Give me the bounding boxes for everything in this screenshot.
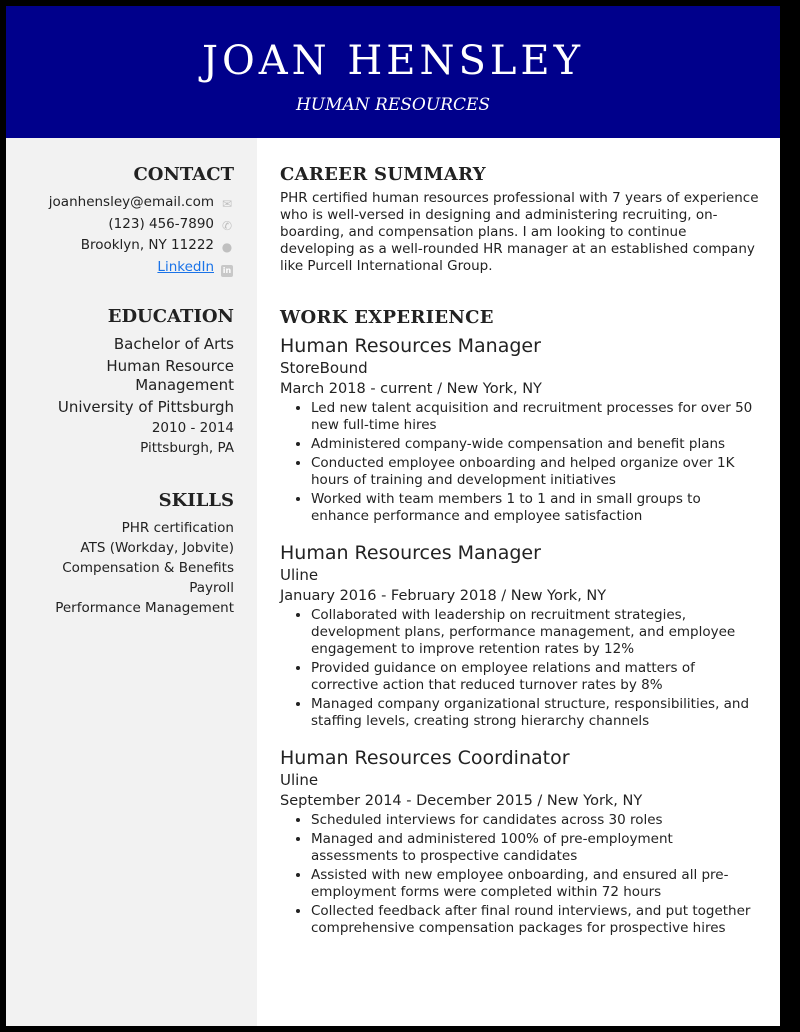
job-bullet: • Scheduled interviews for candidates across 30 roles [311,812,760,829]
education-major-1: Human Resource [106,357,234,375]
skill-item: Compensation & Benefits [62,560,234,576]
job-title: Human Resources Manager [280,542,541,564]
job-bullet: • Assisted with new employee onboarding, and ensured all pre-employment forms were completed within 72 hours [311,867,760,901]
education-major-2: Management [135,376,234,394]
phone-icon: ✆ [221,218,233,233]
job-entry [280,746,760,937]
job-bullet: • Collaborated with leadership on recruitment strategies, development plans, performance management, and employee engagement to improve retention rates by 12% [311,607,760,658]
job-dates: September 2014 - December 2015 / New York, NY [280,793,643,809]
job-bullet: • Worked with team members 1 to 1 and in small groups to enhance performance and employee satisfaction [311,491,760,525]
main-content [280,138,760,939]
map-pin-icon: ● [221,240,233,254]
contact-phone [6,214,234,236]
job-title: Human Resources Manager [280,335,541,357]
education-location: Pittsburgh, PA [140,440,234,456]
summary-text: PHR certified human resources professional with 7 years of experience who is well-versed in designing and administering recruiting, on-boarding, and compensation plans. I am looking to continue developing as a well-rounded HR manager at an established company like Purcell International Group. [280,190,759,274]
skill-item: PHR certification [121,520,234,536]
job-entry [280,541,760,730]
contact-linkedin [6,257,234,279]
job-bullets [280,607,760,730]
job-bullet: • Managed and administered 100% of pre-employment assessments to prospective candidates [311,831,760,865]
contact-heading: CONTACT [133,164,234,185]
job-entry [280,334,760,525]
job-company: Uline [280,566,319,584]
job-bullets [280,400,760,525]
summary-section [280,163,760,275]
skill-item: Payroll [189,580,234,596]
skills-heading: SKILLS [158,490,234,511]
job-bullets [280,812,760,937]
job-bullet: • Collected feedback after final round interviews, and put together comprehensive compensation packages for prospective hires [311,903,760,937]
education-section [6,304,234,458]
education-heading: EDUCATION [107,306,234,327]
job-title: Human Resources Coordinator [280,747,570,769]
linkedin-link[interactable]: LinkedIn [157,258,214,275]
skill-item: Performance Management [55,600,234,616]
phone-text: (123) 456-7890 [108,215,214,232]
candidate-title: HUMAN RESOURCES [295,95,491,115]
job-bullet: • Conducted employee onboarding and helped organize over 1K hours of training and development initiatives [311,455,760,489]
job-bullet: • Managed company organizational structure, responsibilities, and staffing levels, creating strong hierarchy channels [311,696,760,730]
contact-location [6,235,234,257]
job-dates: January 2016 - February 2018 / New York, NY [280,588,607,604]
experience-heading: WORK EXPERIENCE [280,307,494,328]
location-text: Brooklyn, NY 11222 [80,237,214,253]
contact-email [6,192,234,214]
education-degree: Bachelor of Arts [113,335,234,353]
education-school: University of Pittsburgh [57,398,234,416]
resume-page [6,6,780,1026]
skill-item: ATS (Workday, Jobvite) [80,540,234,556]
candidate-name: JOAN HENSLEY [201,38,585,84]
experience-section [280,306,760,937]
job-bullet: • Led new talent acquisition and recruitment processes for over 50 new full-time hires [311,400,760,434]
sidebar [6,138,257,1026]
contact-section [6,162,234,278]
envelope-icon: ✉ [221,197,233,211]
education-years: 2010 - 2014 [151,420,234,436]
job-company: StoreBound [280,359,368,377]
linkedin-icon: in [222,265,232,275]
summary-heading: CAREER SUMMARY [280,164,486,185]
job-dates: March 2018 - current / New York, NY [280,381,542,397]
email-text[interactable]: joanhensley@email.com [48,194,214,210]
job-bullet: • Administered company-wide compensation and benefit plans [311,436,760,453]
job-bullet: • Provided guidance on employee relations and matters of corrective action that reduced turnover rates by 8% [311,660,760,694]
job-company: Uline [280,771,319,789]
resume-header [6,6,780,138]
skills-section [6,488,234,618]
